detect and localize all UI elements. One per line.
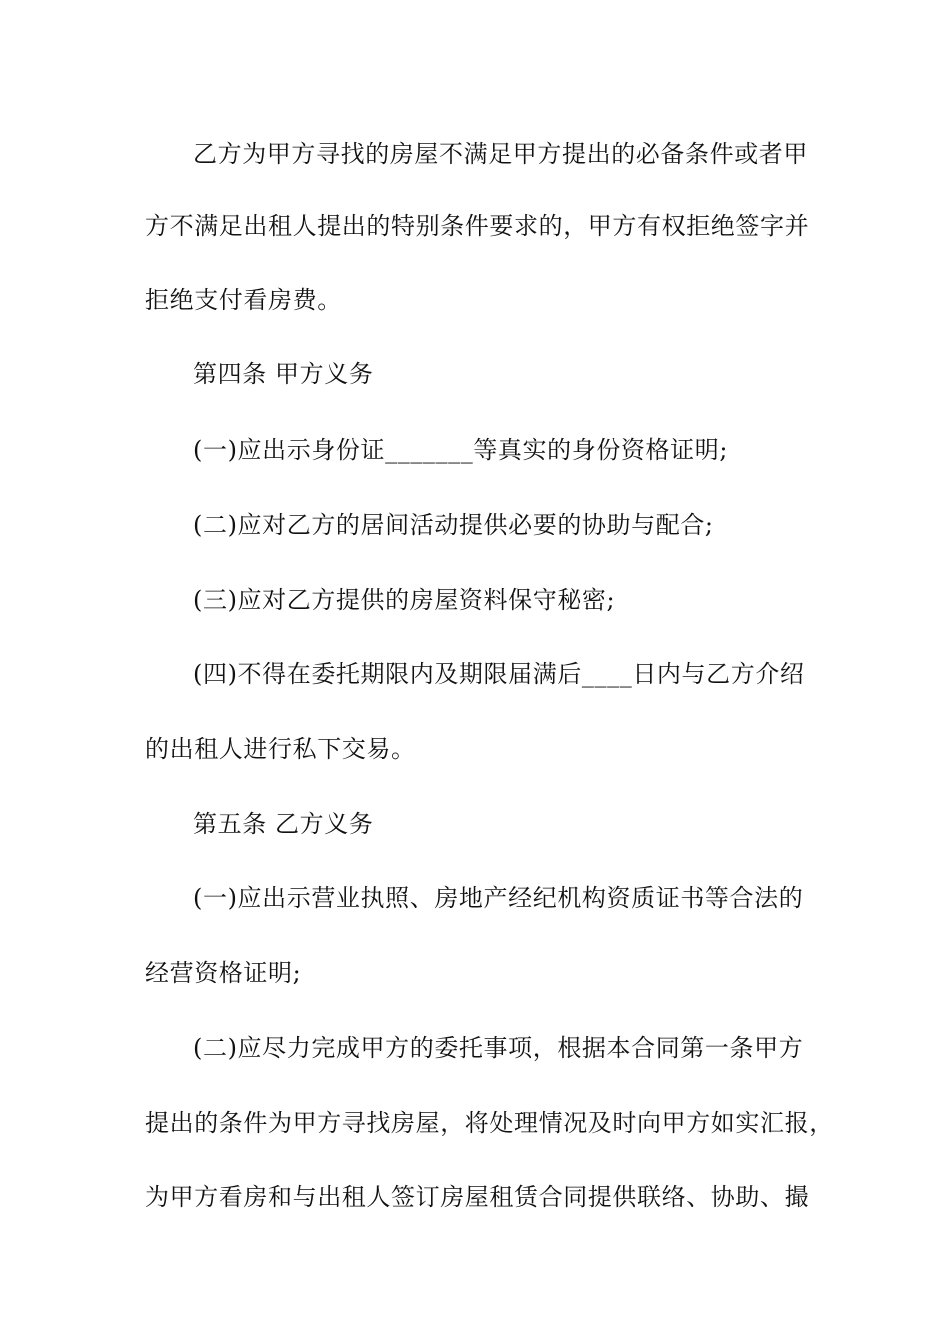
paragraph-line: 方不满足出租人提出的特别条件要求的，甲方有权拒绝签字并 [145,212,810,240]
clause-line: (四)不得在委托期限内及期限届满后____日内与乙方介绍 [193,660,805,688]
clause-line: 的出租人进行私下交易。 [145,735,416,763]
paragraph-line: 拒绝支付看房费。 [145,286,342,314]
clause-line: (一)应出示身份证_______等真实的身份资格证明; [193,436,729,464]
clause-line: (一)应出示营业执照、房地产经纪机构资质证书等合法的 [193,884,804,912]
clause-line: 提出的条件为甲方寻找房屋，将处理情况及时向甲方如实汇报， [145,1109,834,1137]
clause-line: 经营资格证明; [145,959,302,987]
clause-line: (三)应对乙方提供的房屋资料保守秘密; [193,586,616,614]
clause-line: 为甲方看房和与出租人签订房屋租赁合同提供联络、协助、撮 [145,1183,810,1211]
section-heading: 第五条 乙方义务 [193,810,374,838]
section-heading: 第四条 甲方义务 [193,360,374,388]
clause-line: (二)应尽力完成甲方的委托事项，根据本合同第一条甲方 [193,1034,804,1062]
paragraph-line: 乙方为甲方寻找的房屋不满足甲方提出的必备条件或者甲 [193,140,808,168]
clause-line: (二)应对乙方的居间活动提供必要的协助与配合; [193,511,714,539]
